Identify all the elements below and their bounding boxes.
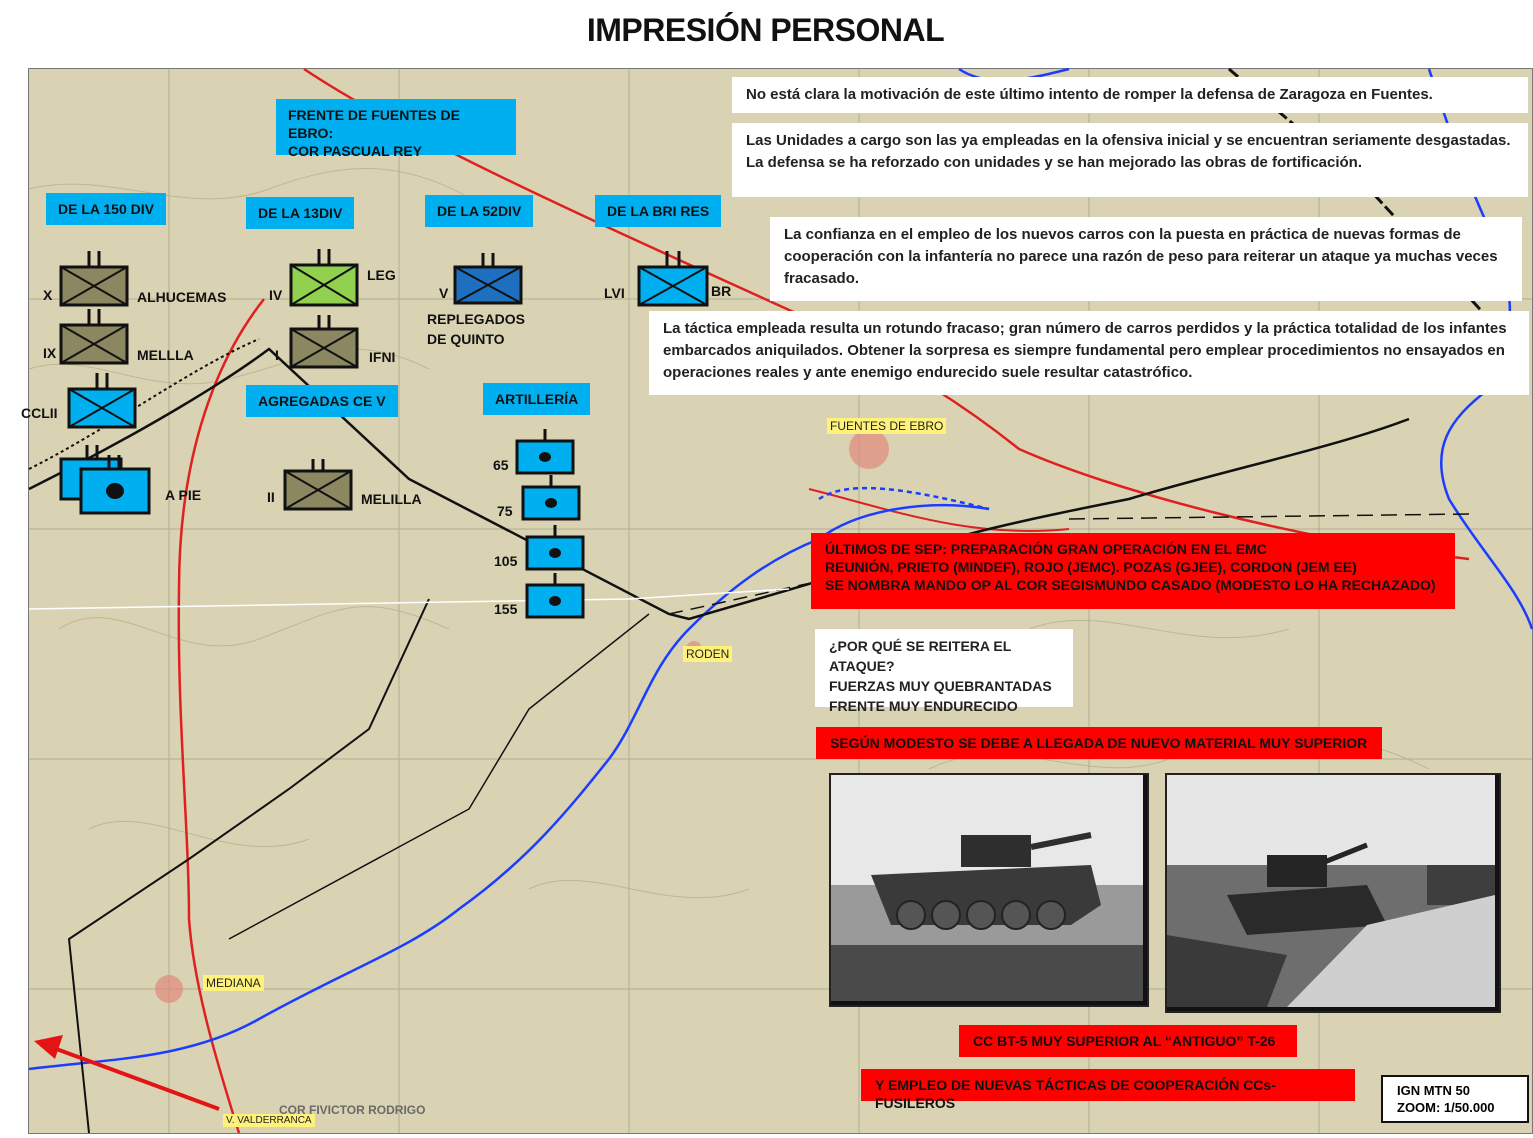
photo-bt5-tank: [829, 773, 1149, 1007]
group-brires: DE LA BRI RES: [595, 195, 721, 227]
unit-iv-name: LEG: [367, 267, 396, 283]
group-13div: DE LA 13DIV: [246, 197, 354, 229]
unit-v-name-line1: REPLEGADOS: [427, 311, 526, 327]
author-watermark: COR FIVICTOR RODRIGO: [279, 1103, 426, 1117]
front-line-dashed-east: [1069, 514, 1469, 519]
scale-info-box: [1381, 1075, 1529, 1123]
unit-cclii-num: CCLII: [21, 405, 58, 421]
unit-ii-symbol[interactable]: [283, 457, 353, 513]
front-line-south: [69, 599, 429, 1133]
group-agregadas: AGREGADAS CE V: [246, 385, 398, 417]
note-motivation: No está clara la motivación de este último intento de romper la defensa de Zaragoza en Fuentes.: [732, 77, 1528, 113]
scale-info-line2: ZOOM: 1/50.000: [1397, 1100, 1495, 1115]
page-title: IMPRESIÓN PERSONAL: [586, 12, 945, 48]
red-road-west: [179, 299, 264, 1133]
artillery-105-symbol[interactable]: [525, 523, 587, 571]
unit-x-symbol[interactable]: [59, 249, 129, 307]
place-valderranca: V. VALDERRANCA: [223, 1114, 315, 1127]
question-box: [815, 629, 1073, 714]
unit-v-name-line2: DE QUINTO: [427, 331, 505, 347]
unit-ix-name: MELLLA: [137, 347, 194, 363]
red-road-east: [809, 489, 1069, 531]
unit-iv-num: IV: [269, 287, 283, 303]
artillery-105-label: 105: [494, 553, 518, 569]
question-line1: ¿POR QUÉ SE REITERA EL ATAQUE?: [829, 638, 1012, 674]
unit-i-name: IFNI: [369, 349, 396, 365]
question-line2: FUERZAS MUY QUEBRANTADAS: [829, 678, 1052, 694]
group-150div: DE LA 150 DIV: [46, 193, 166, 225]
unit-x-name: ALHUCEMAS: [137, 289, 227, 305]
topographic-map[interactable]: [21, 68, 1533, 1134]
place-mediana: MEDIANA: [203, 975, 264, 991]
unit-ix-num: IX: [43, 345, 57, 361]
artillery-155-symbol[interactable]: [525, 571, 587, 619]
unit-i-symbol[interactable]: [289, 313, 359, 371]
artillery-65-symbol[interactable]: [515, 427, 577, 475]
red-box-modesto: SEGÚN MODESTO SE DEBE A LLEGADA DE NUEVO MATERIAL MUY SUPERIOR: [816, 727, 1382, 759]
front-command-box: [276, 99, 516, 159]
unit-cclii-symbol[interactable]: [67, 371, 137, 429]
photo-t26-tank: [1165, 773, 1501, 1013]
unit-iv-symbol[interactable]: [289, 247, 359, 309]
red-box-tactics: Y EMPLEO DE NUEVAS TÁCTICAS DE COOPERACIÓN CCs-FUSILEROS: [861, 1069, 1355, 1101]
unit-v-name: [427, 309, 525, 349]
note-confidence: La confianza en el empleo de los nuevos carros con la puesta en práctica de nuevas formas de cooperación con la infantería no parece una razón de peso para reiterar un ataque ya muchas veces fracasado.: [770, 217, 1522, 301]
white-road: [29, 589, 789, 609]
scale-info-line1: IGN MTN 50: [1397, 1083, 1470, 1098]
red-box-operation: [811, 533, 1455, 609]
red-box-operation-line1: ÚLTIMOS DE SEP: PREPARACIÓN GRAN OPERACIÓN EN EL EMC: [825, 541, 1267, 557]
unit-apie-name: A PIE: [165, 487, 202, 503]
note-units: Las Unidades a cargo son las ya empleadas en la ofensiva inicial y se encuentran seriamente desgastadas. La defensa se ha reforzado con unidades y se han mejorado las obras de fortificación.: [732, 123, 1528, 197]
place-roden: RODEN: [683, 646, 732, 662]
artillery-65-label: 65: [493, 457, 509, 473]
place-fuentes-de-ebro: FUENTES DE EBRO: [827, 418, 946, 434]
artillery-75-symbol[interactable]: [521, 473, 583, 521]
front-command-line2: COR PASCUAL REY: [288, 143, 423, 159]
red-box-bt5: CC BT-5 MUY SUPERIOR AL “ANTIGUO” T-26: [959, 1025, 1297, 1057]
group-52div: DE LA 52DIV: [425, 195, 533, 227]
front-line-dashed: [669, 579, 829, 614]
unit-v-num: V: [439, 285, 449, 301]
unit-i-num: I: [275, 347, 279, 363]
question-line3: FRENTE MUY ENDURECIDO: [829, 698, 1018, 714]
unit-ii-name: MELILLA: [361, 491, 422, 507]
unit-x-num: X: [43, 287, 53, 303]
mediana-town: [155, 975, 183, 1003]
red-box-operation-line2: REUNIÓN, PRIETO (MINDEF), ROJO (JEMC). POZAS (GJEE), CORDON (JEM EE): [825, 559, 1357, 575]
fuentes-town: [849, 429, 889, 469]
unit-lvi-name: BR: [711, 283, 732, 299]
unit-apie-symbol[interactable]: [59, 443, 155, 519]
red-arrow-head: [34, 1035, 63, 1059]
unit-lvi-num: LVI: [604, 285, 625, 301]
unit-v-symbol[interactable]: [453, 251, 523, 307]
artillery-75-label: 75: [497, 503, 513, 519]
front-command-line1: FRENTE DE FUENTES DE EBRO:: [288, 107, 460, 141]
group-artilleria: ARTILLERÍA: [483, 383, 590, 415]
artillery-155-label: 155: [494, 601, 518, 617]
front-line-inner: [229, 614, 649, 939]
note-tactics: La táctica empleada resulta un rotundo fracaso; gran número de carros perdidos y la práctica totalidad de los infantes embarcados aniquilados. Obtener la sorpresa es siempre fundamental pero emplear procedimientos no ensayados en operaciones reales y ante enemigo endurecido suele resultar catastrófico.: [649, 311, 1529, 395]
unit-lvi-symbol[interactable]: [637, 249, 709, 307]
red-box-operation-line3: SE NOMBRA MANDO OP AL COR SEGISMUNDO CASADO (MODESTO LO HA RECHAZADO): [825, 577, 1436, 593]
unit-ii-num: II: [267, 489, 275, 505]
unit-ix-symbol[interactable]: [59, 307, 129, 365]
